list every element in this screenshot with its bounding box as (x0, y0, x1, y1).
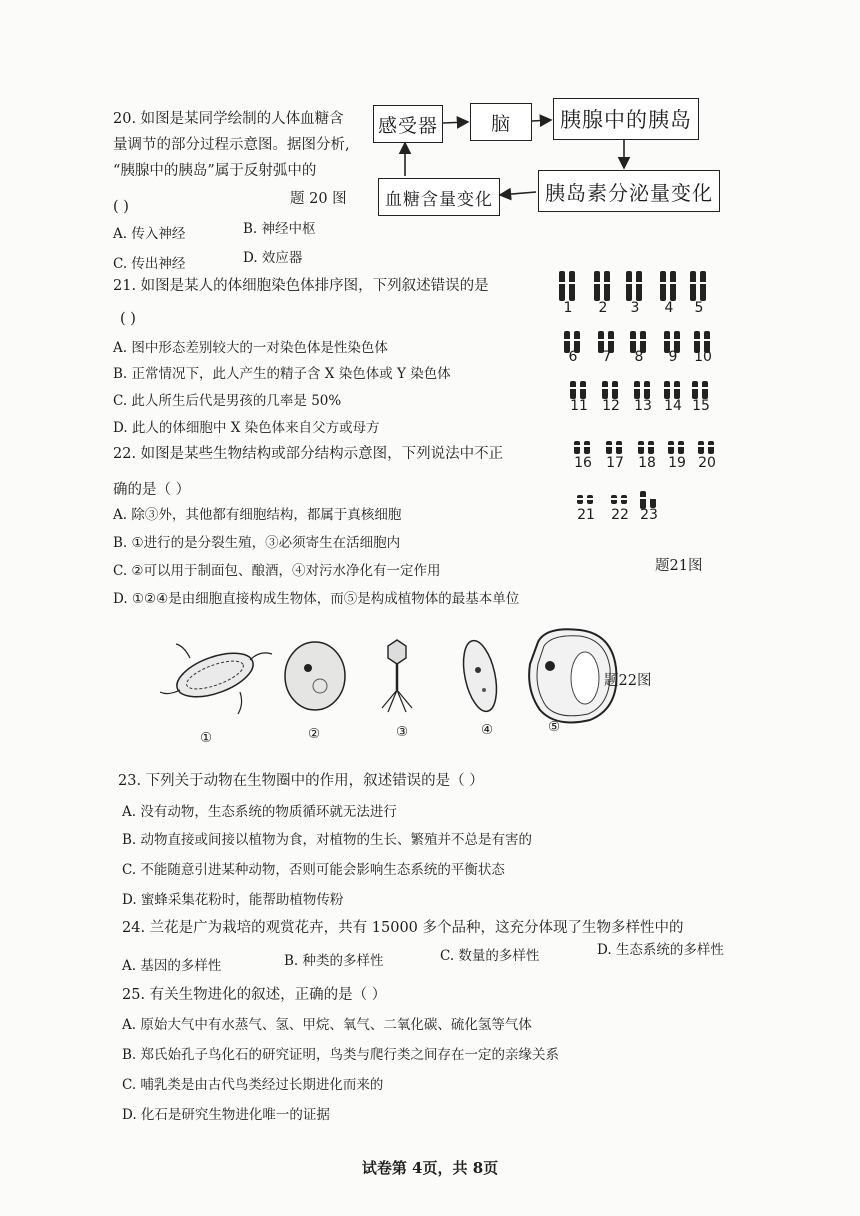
q20-answer-paren: ( ) (113, 199, 129, 215)
q21-option-d: D. 此人的体细胞中 X 染色体来自父方或母方 (113, 420, 380, 436)
yeast-drawing (285, 642, 345, 710)
q22-label-3: ③ (396, 724, 409, 740)
q22-option-c: C. ②可以用于制面包、酿酒，④对污水净化有一定作用 (113, 563, 441, 579)
q25-stem: 25. 有关生物进化的叙述，正确的是（ ） (122, 987, 387, 1003)
q20-option-c: C. 传出神经 (113, 256, 186, 272)
q25-option-c: C. 哺乳类是由古代鸟类经过长期进化而来的 (122, 1077, 384, 1093)
diagram-arrows (0, 0, 860, 260)
q21-option-c: C. 此人所生后代是男孩的几率是 50% (113, 393, 342, 409)
q20-option-d: D. 效应器 (243, 250, 303, 266)
chromosome-number-16: 16 (574, 455, 592, 471)
q20-option-a: A. 传入神经 (113, 226, 186, 242)
q21-option-a: A. 图中形态差别较大的一对染色体是性染色体 (113, 340, 388, 356)
diagram-receptor-box: 感受器 (373, 105, 443, 143)
q20-stem-line2: 量调节的部分过程示意图。据图分析, (113, 137, 350, 153)
virus-drawing (382, 640, 412, 712)
chromosome-number-6: 6 (568, 349, 578, 365)
arrow-insulin-to-sugar (500, 192, 536, 195)
q21-option-b: B. 正常情况下，此人产生的精子含 X 染色体或 Y 染色体 (113, 366, 451, 382)
chromosome-number-8: 8 (634, 349, 644, 365)
q25-option-a: A. 原始大气中有水蒸气、氢、甲烷、氧气、二氧化碳、硫化氢等气体 (122, 1017, 532, 1033)
chromosome-number-7: 7 (602, 349, 612, 365)
q23-option-c: C. 不能随意引进某种动物，否则可能会影响生态系统的平衡状态 (122, 862, 505, 878)
diagram-islet-box: 胰腺中的胰岛 (553, 98, 699, 140)
chromosome-number-11: 11 (570, 398, 588, 414)
q22-figure-label: 题22图 (604, 673, 652, 689)
q24-option-c: C. 数量的多样性 (440, 948, 540, 964)
arrow-brain-to-islet (532, 120, 551, 121)
q23-stem: 23. 下列关于动物在生物圈中的作用，叙述错误的是（ ） (118, 773, 484, 789)
chromosome-number-14: 14 (664, 398, 682, 414)
bacterium-drawing (160, 644, 272, 714)
q22-label-2: ② (308, 726, 321, 742)
q25-option-d: D. 化石是研究生物进化唯一的证据 (122, 1107, 330, 1123)
chromosome-number-1: 1 (563, 300, 573, 316)
chromosome-number-21: 21 (577, 507, 595, 523)
chromosome-number-10: 10 (694, 349, 712, 365)
paramecium-drawing (458, 638, 502, 715)
chromosome-number-12: 12 (602, 398, 620, 414)
chromosome-number-22: 22 (611, 507, 629, 523)
q23-option-b: B. 动物直接或间接以植物为食，对植物的生长、繁殖并不总是有害的 (122, 832, 533, 848)
q24-option-d: D. 生态系统的多样性 (597, 942, 724, 958)
q22-label-4: ④ (481, 722, 494, 738)
chromosome-number-18: 18 (638, 455, 656, 471)
chromosome-number-15: 15 (692, 398, 710, 414)
chromosome-number-2: 2 (598, 300, 608, 316)
chromosome-number-23: 23 (640, 507, 658, 523)
chromosome-number-20: 20 (698, 455, 716, 471)
chromosome-number-19: 19 (668, 455, 686, 471)
q22-stem-line2: 确的是（ ） (113, 482, 191, 498)
q23-option-d: D. 蜜蜂采集花粉时，能帮助植物传粉 (122, 892, 344, 908)
chromosome-number-3: 3 (630, 300, 640, 316)
chromosome-number-5: 5 (694, 300, 704, 316)
q22-label-5: ⑤ (548, 719, 561, 735)
q22-option-d: D. ①②④是由细胞直接构成生物体，而⑤是构成植物体的最基本单位 (113, 591, 520, 607)
q24-stem: 24. 兰花是广为栽培的观赏花卉，共有 15000 多个品种，这充分体现了生物多样性中的 (122, 920, 684, 936)
chromosome-number-9: 9 (668, 349, 678, 365)
q21-stem: 21. 如图是某人的体细胞染色体排序图，下列叙述错误的是 (113, 278, 489, 294)
arrow-receptor-to-brain (443, 122, 468, 123)
q22-stem-line1: 22. 如图是某些生物结构或部分结构示意图，下列说法中不正 (113, 446, 504, 462)
q22-label-1: ① (200, 730, 213, 746)
diagram-insulin-box: 胰岛素分泌量变化 (538, 170, 720, 212)
q20-stem-line3: “胰腺中的胰岛”属于反射弧中的 (113, 163, 317, 179)
chromosome-number-4: 4 (664, 300, 674, 316)
q21-figure-label: 题21图 (655, 558, 703, 574)
chromosome-number-17: 17 (606, 455, 624, 471)
diagram-brain-box: 脑 (470, 103, 532, 141)
q20-stem-line1: 20. 如图是某同学绘制的人体血糖含 (113, 111, 344, 127)
q23-option-a: A. 没有动物，生态系统的物质循环就无法进行 (122, 804, 397, 820)
chromosome-number-13: 13 (634, 398, 652, 414)
q21-answer-paren: ( ) (120, 311, 136, 327)
q20-figure-label: 题 20 图 (290, 191, 347, 207)
page-footer: 试卷第 4页，共 8页 (361, 1159, 499, 1177)
q25-option-b: B. 郑氏始孔子鸟化石的研究证明，鸟类与爬行类之间存在一定的亲缘关系 (122, 1047, 560, 1063)
q24-option-b: B. 种类的多样性 (284, 953, 384, 969)
q24-option-a: A. 基因的多样性 (122, 958, 222, 974)
q20-option-b: B. 神经中枢 (243, 221, 316, 237)
diagram-blood-sugar-box: 血糖含量变化 (378, 178, 500, 216)
q22-option-b: B. ①进行的是分裂生殖，③必须寄生在活细胞内 (113, 535, 401, 551)
q22-option-a: A. 除③外，其他都有细胞结构，都属于真核细胞 (113, 507, 402, 523)
